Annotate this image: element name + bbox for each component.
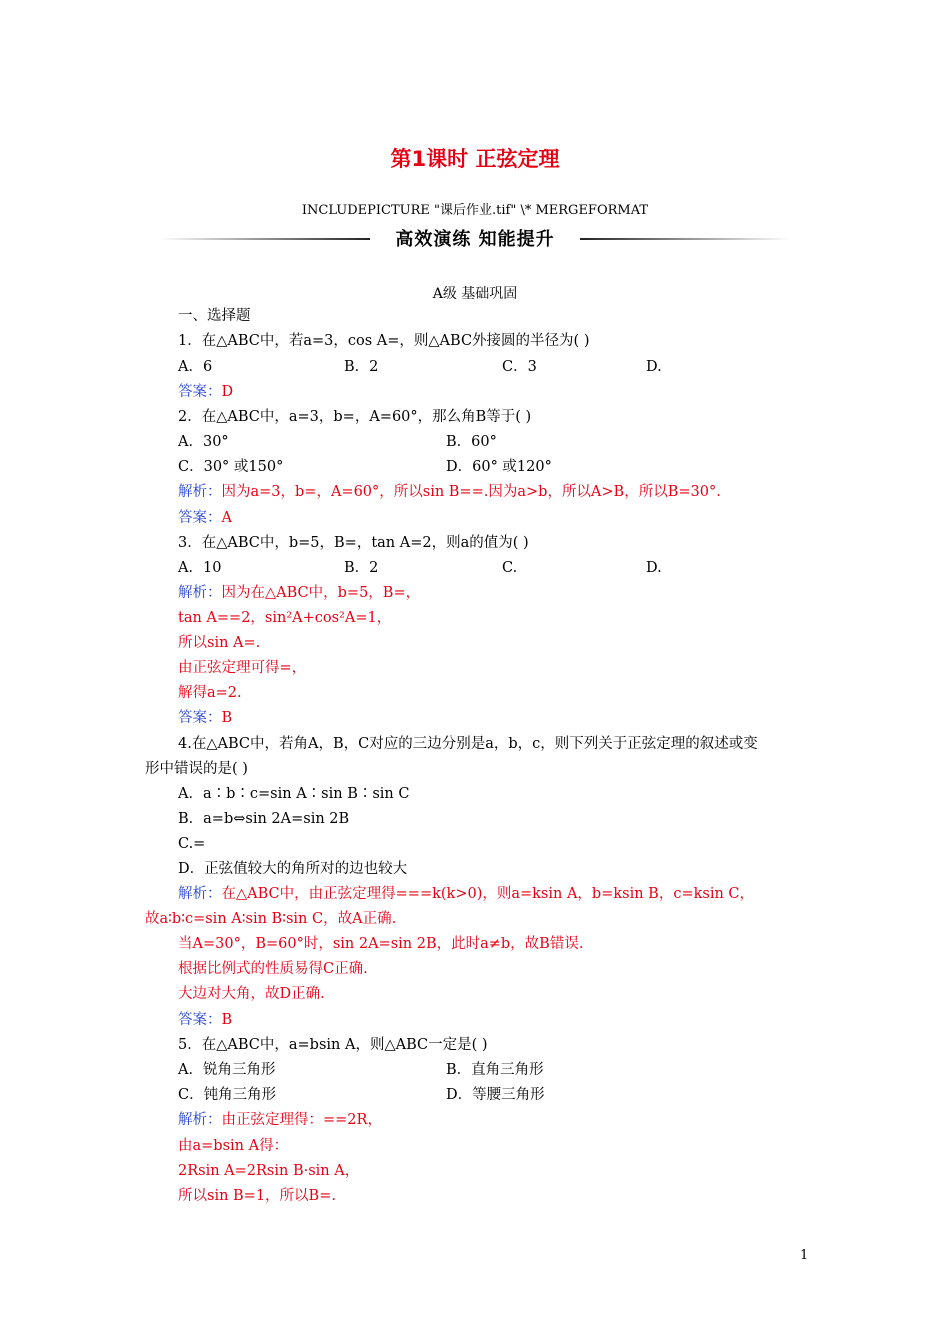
q5-analysis-text-1: 由正弦定理得：==2R，: [221, 1112, 382, 1128]
q2-option-d: D．60° 或120°: [446, 459, 552, 475]
q2-stem: 2．在△ABC中，a=3，b=，A=60°，那么角B等于( ): [178, 409, 532, 425]
q4-option-b: B．a=b⇔sin 2A=sin 2B: [178, 811, 350, 827]
level-heading: A级 基础巩固: [432, 286, 518, 302]
q5-option-d: D．等腰三角形: [446, 1087, 545, 1103]
q4-analysis-line-1: [178, 884, 754, 904]
q4-analysis-line-2: 故a∶b∶c=sin A∶sin B∶sin C，故A正确.: [145, 911, 397, 927]
q4-option-c: C.=: [178, 836, 206, 852]
q1-option-b: B．2: [344, 359, 379, 375]
q1-option-d: D.: [646, 359, 662, 375]
q4-answer: [178, 1010, 232, 1030]
q2-option-c: C．30° 或150°: [178, 459, 284, 475]
q4-analysis-line-4: 根据比例式的性质易得C正确.: [178, 961, 368, 977]
q2-analysis-label: 解析：: [178, 484, 222, 500]
q2-analysis-text: 因为a=3，b=，A=60°，所以sin B==.因为a>b，所以A>B，所以B=30°.: [221, 484, 721, 500]
q3-stem: 3．在△ABC中，b=5，B=，tan A=2，则a的值为( ): [178, 535, 529, 551]
q3-answer-label: 答案：: [178, 710, 222, 726]
q2-option-b: B．60°: [446, 434, 497, 450]
q3-analysis-line-1: [178, 583, 420, 603]
page-title: 第1课时 正弦定理: [390, 147, 560, 171]
q3-analysis-line-2: tan A==2，sin²A+cos²A=1，: [178, 610, 392, 626]
q5-analysis-line-3: 2Rsin A=2Rsin B·sin A，: [178, 1163, 360, 1179]
q4-answer-value: B: [221, 1012, 233, 1028]
q1-answer: [178, 382, 233, 402]
q3-analysis-line-5: 解得a=2.: [178, 685, 242, 701]
q5-option-a: A．锐角三角形: [178, 1062, 276, 1078]
section-type: 一、选择题: [178, 308, 251, 324]
q4-analysis-line-3: 当A=30°，B=60°时，sin 2A=sin 2B，此时a≠b，故B错误.: [178, 936, 584, 952]
q3-option-a: A．10: [178, 560, 222, 576]
q4-analysis-label: 解析：: [178, 886, 222, 902]
banner-text: 高效演练 知能提升: [395, 229, 555, 250]
q4-stem-line-2: 形中错误的是( ): [145, 761, 248, 777]
q5-option-b: B．直角三角形: [446, 1062, 544, 1078]
q5-analysis-label: 解析：: [178, 1112, 222, 1128]
q2-answer-value: A: [221, 510, 232, 526]
page-number: 1: [800, 1248, 809, 1263]
q2-answer-label: 答案：: [178, 510, 222, 526]
section-banner: [160, 225, 790, 253]
q2-option-a: A．30°: [178, 434, 229, 450]
q3-option-d: D.: [646, 560, 662, 576]
include-field-code: INCLUDEPICTURE "课后作业.tif" \* MERGEFORMAT: [301, 203, 649, 218]
q5-analysis-line-1: [178, 1110, 382, 1130]
q1-option-c: C．3: [502, 359, 537, 375]
q4-analysis-line-5: 大边对大角，故D正确.: [178, 986, 325, 1002]
q3-option-b: B．2: [344, 560, 379, 576]
q2-answer: [178, 508, 232, 528]
q1-answer-label: 答案：: [178, 384, 222, 400]
q5-stem: 5．在△ABC中，a=bsin A，则△ABC一定是( ): [178, 1037, 488, 1053]
q3-analysis-line-3: 所以sin A=.: [178, 635, 261, 651]
q3-option-c: C.: [502, 560, 518, 576]
q3-analysis-line-4: 由正弦定理可得=，: [178, 660, 307, 676]
q4-option-a: A．a∶b∶c=sin A∶sin B∶sin C: [178, 786, 410, 802]
q1-option-a: A．6: [178, 359, 213, 375]
q4-stem-line-1: 4.在△ABC中，若角A，B，C对应的三边分别是a，b，c，则下列关于正弦定理的叙述或变: [178, 736, 758, 752]
q1-stem: 1．在△ABC中，若a=3，cos A=，则△ABC外接圆的半径为( ): [178, 333, 590, 349]
q4-answer-label: 答案：: [178, 1012, 222, 1028]
q3-answer-value: B: [221, 710, 233, 726]
q4-option-d: D．正弦值较大的角所对的边也较大: [178, 861, 408, 877]
q5-analysis-line-4: 所以sin B=1，所以B=.: [178, 1188, 336, 1204]
q4-analysis-text-1: 在△ABC中，由正弦定理得===k(k>0)，则a=ksin A，b=ksin B，c=ksin C，: [221, 886, 755, 902]
q3-answer: [178, 708, 232, 728]
q5-option-c: C．钝角三角形: [178, 1087, 277, 1103]
q3-analysis-label: 解析：: [178, 585, 222, 601]
q3-analysis-text-1: 因为在△ABC中，b=5，B=，: [221, 585, 421, 601]
q5-analysis-line-2: 由a=bsin A得：: [178, 1138, 289, 1154]
q2-analysis: [178, 482, 721, 502]
q1-answer-value: D: [221, 384, 234, 400]
